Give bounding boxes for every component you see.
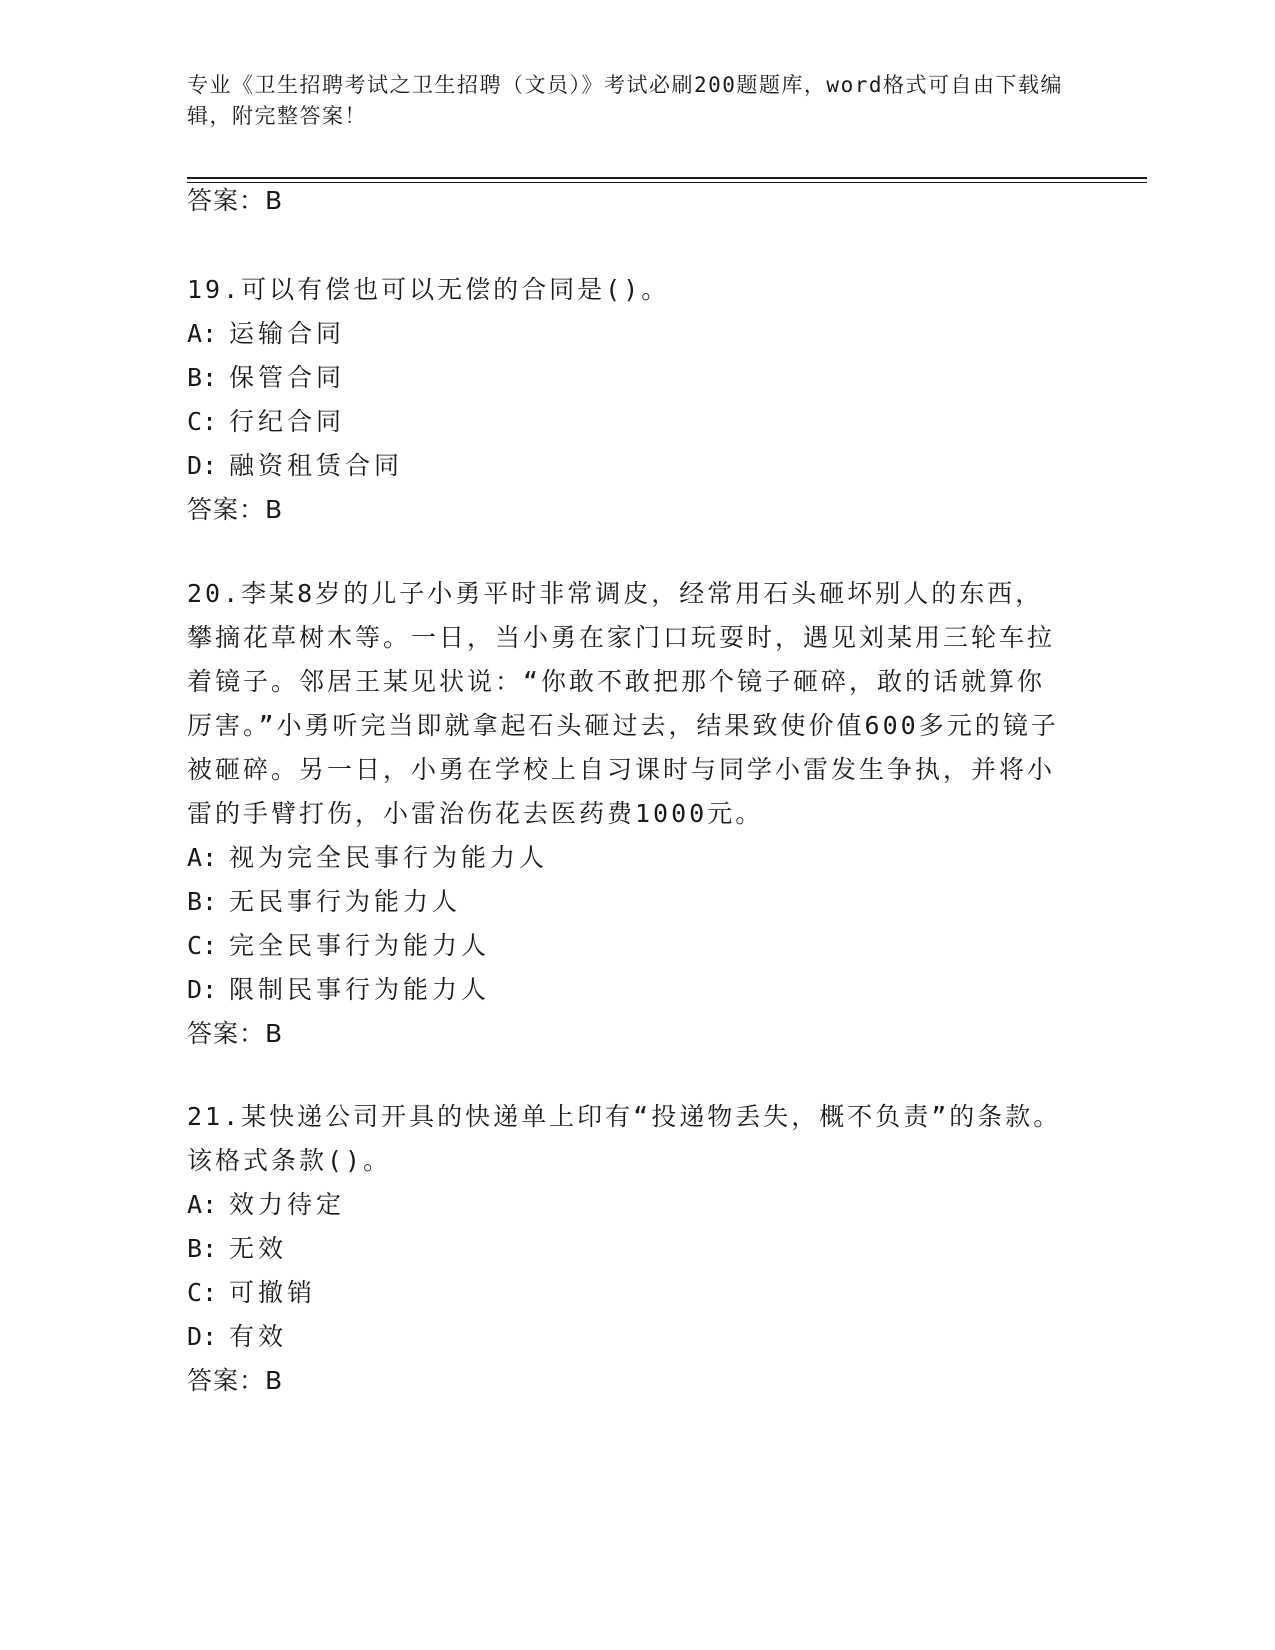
option-a xyxy=(187,836,1067,880)
option-text: 保管合同 xyxy=(229,363,346,392)
option-key: B: xyxy=(187,887,218,916)
header-rule-thick xyxy=(187,177,1147,179)
option-c xyxy=(187,924,1067,968)
question-stem: 19.可以有偿也可以无偿的合同是()。 xyxy=(187,275,670,304)
option-key: D: xyxy=(187,451,218,480)
question-stem: 21.某快递公司开具的快递单上印有“投递物丢失，概不负责”的条款。该格式条款()。 xyxy=(187,1102,1062,1175)
option-key: D: xyxy=(187,1322,218,1351)
question-19 xyxy=(187,268,1067,532)
option-key: B: xyxy=(187,363,218,392)
option-d xyxy=(187,968,1067,1012)
option-key: C: xyxy=(187,407,218,436)
document-header: 专业《卫生招聘考试之卫生招聘（文员）》考试必刷200题题库，word格式可自由下载编辑，附完整答案！ xyxy=(187,73,1063,128)
option-text: 可撤销 xyxy=(229,1278,317,1307)
previous-answer: 答案：B xyxy=(187,186,284,215)
option-key: A: xyxy=(187,1190,218,1219)
option-key: A: xyxy=(187,843,218,872)
option-text: 效力待定 xyxy=(229,1190,346,1219)
answer-label: 答案：B xyxy=(187,1019,284,1048)
option-b xyxy=(187,880,1067,924)
option-c xyxy=(187,400,1067,444)
option-text: 有效 xyxy=(229,1322,288,1351)
option-b xyxy=(187,356,1067,400)
option-b xyxy=(187,1227,1067,1271)
option-key: B: xyxy=(187,1234,218,1263)
question-20 xyxy=(187,572,1067,1056)
option-text: 视为完全民事行为能力人 xyxy=(229,843,549,872)
option-key: C: xyxy=(187,1278,218,1307)
answer-label: 答案：B xyxy=(187,495,284,524)
option-key: A: xyxy=(187,319,218,348)
option-d xyxy=(187,444,1067,488)
option-text: 运输合同 xyxy=(229,319,346,348)
question-21 xyxy=(187,1095,1067,1403)
option-c xyxy=(187,1271,1067,1315)
option-a xyxy=(187,1183,1067,1227)
document-page xyxy=(187,0,1147,1650)
answer-label: 答案：B xyxy=(187,1366,284,1395)
option-text: 融资租赁合同 xyxy=(229,451,404,480)
question-stem: 20.李某8岁的儿子小勇平时非常调皮，经常用石头砸坏别人的东西，攀摘花草树木等。一日，当小勇在家门口玩耍时，遇见刘某用三轮车拉着镜子。邻居王某见状说：“你敢不敢把那个镜子砸碎，敢的话就算你厉害。”小勇听完当即就拿起石头砸过去，结果致使价值600多元的镜子被砸碎。另一日，小勇在学校上自习课时与同学小雷发生争执，并将小雷的手臂打伤，小雷治伤花去医药费1000元。 xyxy=(187,579,1059,828)
option-text: 无民事行为能力人 xyxy=(229,887,462,916)
option-text: 无效 xyxy=(229,1234,288,1263)
option-key: D: xyxy=(187,975,218,1004)
option-d xyxy=(187,1315,1067,1359)
option-text: 限制民事行为能力人 xyxy=(229,975,491,1004)
option-key: C: xyxy=(187,931,218,960)
option-text: 完全民事行为能力人 xyxy=(229,931,491,960)
option-a xyxy=(187,312,1067,356)
option-text: 行纪合同 xyxy=(229,407,346,436)
header-rule-thin xyxy=(187,182,1147,183)
